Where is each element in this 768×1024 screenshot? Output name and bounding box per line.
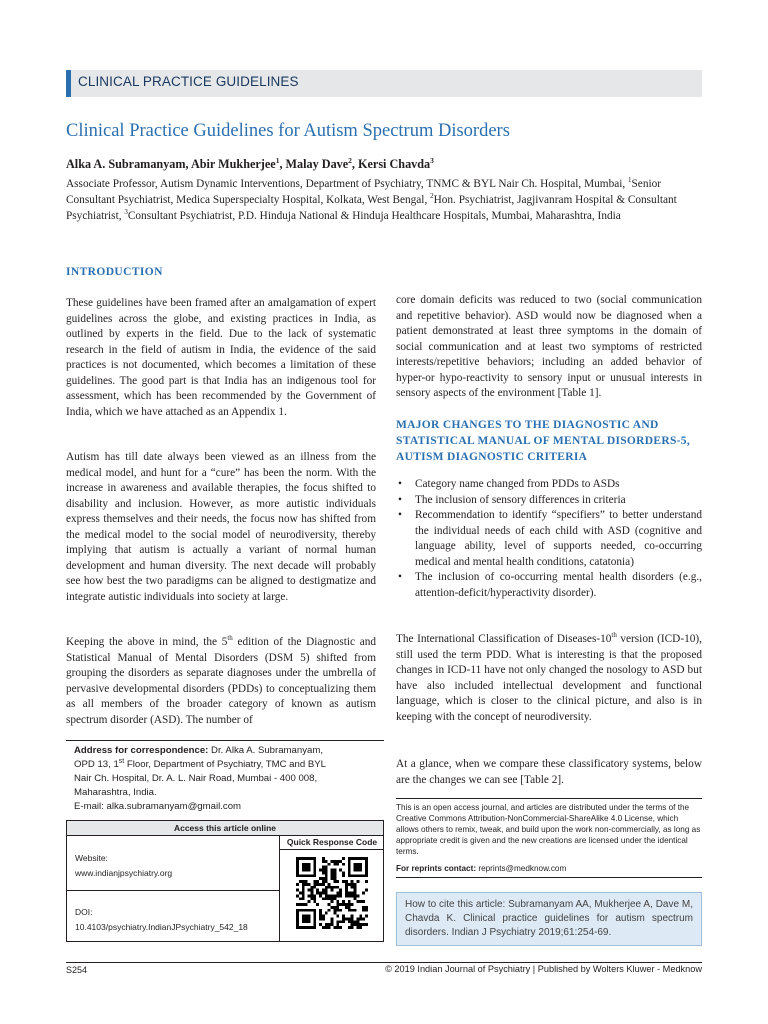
author-4: , Kersi Chavda bbox=[351, 157, 431, 171]
intro-paragraph-1 bbox=[66, 296, 376, 420]
right-paragraph-1-text: core domain deficits was reduced to two (social communication and repetitive behavior). ASD would now be diagnosed when a patient demonstrated at least three symptoms in the domain of social communication and at least two symptoms of restricted interests/repetitive behaviors; including an added behavior of hyper-or hypo-reactivity to sensory input or unusual interests in sensory aspects of the environment [Table 1]. bbox=[396, 294, 702, 399]
correspondence-email: E-mail: alka.subramanyam@gmail.com bbox=[74, 801, 242, 812]
dsm-changes-list bbox=[396, 477, 702, 601]
article-title: Clinical Practice Guidelines for Autism Spectrum Disorders bbox=[66, 121, 510, 141]
right-paragraph-2 bbox=[396, 632, 702, 725]
access-article-box bbox=[66, 820, 384, 942]
correspondence-name: Dr. Alka A. Subramanyam, bbox=[208, 745, 324, 756]
affiliation-sup-1: 1 bbox=[628, 176, 632, 185]
affiliation-sup-3: 3 bbox=[124, 208, 128, 217]
affiliation-sup-2: 2 bbox=[430, 192, 434, 201]
reprints-email: reprints@medknow.com bbox=[476, 864, 567, 873]
website-link[interactable]: www.indianjpsychiatry.org bbox=[75, 868, 173, 878]
intro-p3-part-b: edition of the Diagnostic and Statistical Manual of Mental Disorders (DSM 5) shifted from grouping the disorders as separate diagnoses under the umbrella of pervasive developmental disorders (PDDs) to conceptualizing them as all members of the broader category of known as autism spectrum disorder (ASD). The number of bbox=[66, 636, 377, 726]
section-label: CLINICAL PRACTICE GUIDELINES bbox=[78, 74, 299, 89]
correspondence-line-2-sup: st bbox=[118, 757, 125, 765]
intro-paragraph-1-text: These guidelines have been framed after an amalgamation of expert guidelines across the globe, and existing practices in India, as outlined by experts in the field. Due to the lack of systematic research in the field of autism in India, the evidence of the said practices is not documented, which becomes a limitation of these guidelines. The good part is that India has an indigenous tool for assessment, which has been recommended by the Government of India, which we have attached as an Appendix 1. bbox=[66, 297, 376, 418]
affiliation-1: Associate Professor, Autism Dynamic Interventions, Department of Psychiatry, TNMC & BYL Nair Ch. Hospital, Mumbai, bbox=[66, 178, 629, 190]
right-paragraph-2-text bbox=[396, 632, 702, 725]
reprints-label: For reprints contact: bbox=[396, 864, 477, 873]
correspondence-label: Address for correspondence: bbox=[74, 745, 209, 756]
dsm-change-item: • Recommendation to identify “specifiers” to better understand the individual needs of each child with ASD (cognitive and language ability, level of supports needed, co-occurring medical and mental health conditions, catatonia) bbox=[396, 508, 702, 570]
qr-column bbox=[279, 835, 384, 941]
correspondence-block bbox=[66, 740, 384, 814]
intro-p3-sup: th bbox=[227, 634, 233, 643]
right-paragraph-1 bbox=[396, 293, 702, 402]
right-p2-part-a: The International Classification of Diseases-10 bbox=[396, 633, 612, 645]
correspondence-line-2b: Floor, Department of Psychiatry, TMC and BYL bbox=[124, 759, 326, 770]
intro-paragraph-2-text: Autism has till date always been viewed as an illness from the medical model, and hunt for a “cure” has been the norm. With the increase in awareness and available therapies, the focus shifted to disability and inclusion. However, as more autistic individuals express themselves and their needs, the focus now has shifted from the medical model to the social model of neurodiversity, thereby implying that autism is actually a variant of normal human development and human diversity. The next decade will probably see how best the two paradigms can be aligned to destigmatize and integrate autistic individuals into society at large. bbox=[66, 451, 376, 603]
access-divider bbox=[67, 890, 279, 891]
page-number: S254 bbox=[66, 965, 88, 975]
doi-value[interactable]: 10.4103/psychiatry.IndianJPsychiatry_542_18 bbox=[75, 922, 248, 932]
right-paragraph-3 bbox=[396, 757, 702, 788]
author-4-sup: 3 bbox=[430, 155, 434, 165]
author-list bbox=[66, 157, 434, 172]
qr-code-icon[interactable] bbox=[296, 857, 368, 929]
citation-box: How to cite this article: Subramanyam AA, Mukherjee A, Dave M, Chavda K. Clinical practice guidelines for autism spectrum disorders. Indian J Psychiatry 2019;61:254-69. bbox=[396, 892, 702, 946]
section-banner bbox=[66, 70, 702, 97]
affiliation-3: Hon. Psychiatrist, Jagjivanram Hospital & Consultant Psychiatrist, bbox=[66, 194, 677, 222]
major-changes-heading: MAJOR CHANGES TO THE DIAGNOSTIC AND STATISTICAL MANUAL OF MENTAL DISORDERS-5, AUTISM DIAGNOSTIC CRITERIA bbox=[396, 419, 690, 463]
qr-header: Quick Response Code bbox=[280, 835, 384, 850]
author-2: Abir Mukherjee bbox=[190, 157, 276, 171]
affiliation-4: Consultant Psychiatrist, P.D. Hinduja National & Hinduja Healthcare Hospitals, Mumbai, Maharashtra, India bbox=[127, 210, 621, 222]
footer-divider bbox=[66, 962, 702, 963]
dsm-change-item: • Category name changed from PDDs to ASDs bbox=[396, 477, 702, 493]
doi-label: DOI: bbox=[75, 907, 93, 917]
correspondence-line-3: Nair Ch. Hospital, Dr. A. L. Nair Road, Mumbai - 400 008, bbox=[74, 773, 318, 784]
reprints-note bbox=[396, 864, 702, 878]
dsm-change-item: • The inclusion of co-occurring mental health disorders (e.g., attention-deficit/hyperactivity disorder). bbox=[396, 570, 702, 601]
intro-paragraph-2 bbox=[66, 450, 376, 605]
right-paragraph-3-text: At a glance, when we compare these classificatory systems, below are the changes we can see [Table 2]. bbox=[396, 758, 702, 786]
access-header: Access this article online bbox=[67, 821, 383, 836]
affiliations bbox=[66, 176, 702, 224]
author-2-sup: 1 bbox=[275, 155, 280, 165]
intro-p3-part-a: Keeping the above in mind, the 5 bbox=[66, 636, 228, 648]
author-3-sup: 2 bbox=[348, 155, 352, 165]
intro-paragraph-3 bbox=[66, 635, 376, 728]
author-3: , Malay Dave bbox=[279, 157, 349, 171]
licence-note: This is an open access journal, and articles are distributed under the terms of the Creative Commons Attribution-NonCommercial-ShareAlike 4.0 License, which allows others to remix, tweak, and build upon the work non-commercially, as long as appropriate credit is given and the new creations are licensed under the identical terms. bbox=[396, 798, 702, 857]
intro-paragraph-3-text bbox=[66, 635, 376, 728]
correspondence-line-2a: OPD 13, 1 bbox=[74, 759, 119, 770]
introduction-heading: INTRODUCTION bbox=[66, 266, 163, 278]
journal-footer: © 2019 Indian Journal of Psychiatry | Published by Wolters Kluwer - Medknow bbox=[385, 964, 702, 974]
banner-accent-bar bbox=[66, 70, 71, 97]
right-p2-sup: th bbox=[611, 631, 617, 640]
dsm-change-item: • The inclusion of sensory differences in criteria bbox=[396, 493, 702, 509]
author-1: Alka A. Subramanyam, bbox=[66, 157, 191, 171]
right-p2-part-b: version (ICD-10), still used the term PDD. What is interesting is that the proposed changes in ICD-11 have not only changed the nosology to ASD but have also included intellectual development and functional language, which is closer to the clinical picture, and also is in keeping with the concept of neurodiversity. bbox=[396, 633, 702, 723]
correspondence-line-4: Maharashtra, India. bbox=[74, 787, 157, 798]
website-label: Website: bbox=[75, 853, 108, 863]
affiliation-2: Senior Consultant Psychiatrist, Medica Superspecialty Hospital, Kolkata, West Bengal, bbox=[66, 178, 662, 206]
